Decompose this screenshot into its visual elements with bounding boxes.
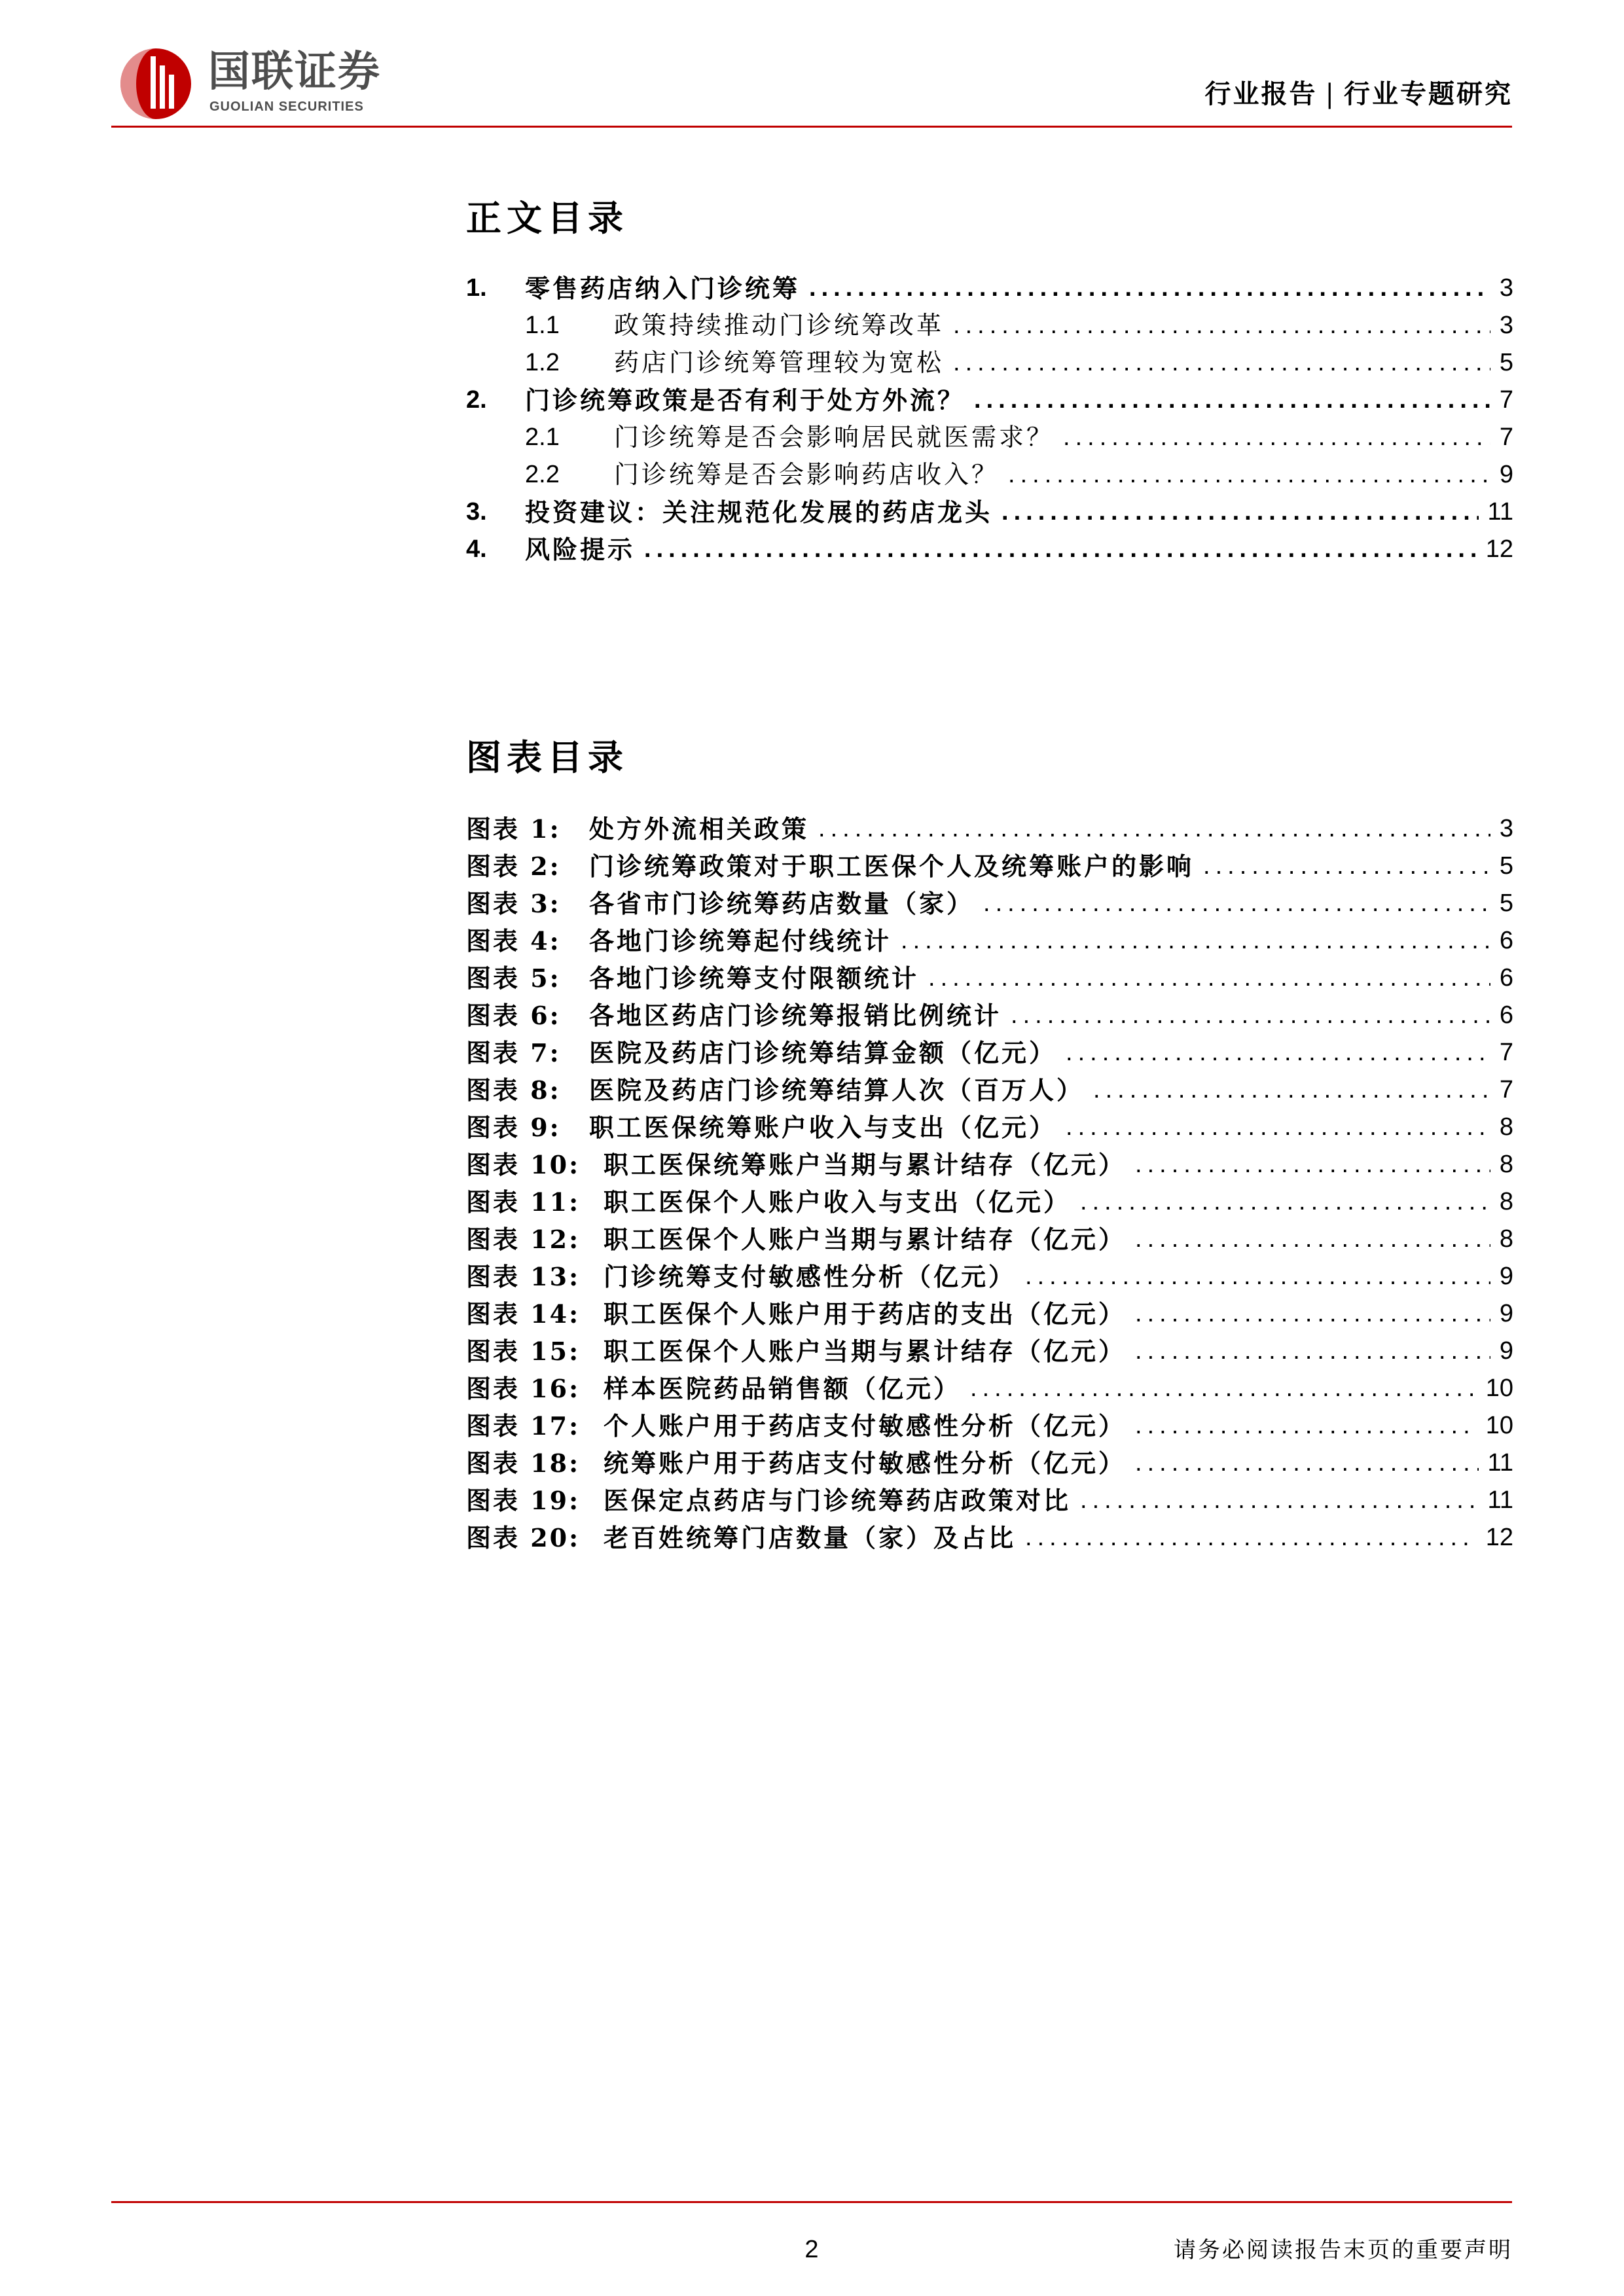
toc-subentry[interactable] [466, 307, 1513, 344]
dot-leader [1135, 1295, 1490, 1333]
toc-entry-page: 7 [1499, 386, 1513, 414]
toc-entry-page: 3 [1499, 312, 1513, 339]
dot-leader [1135, 1221, 1490, 1258]
figure-entry-page: 8 [1499, 1113, 1513, 1141]
toc-entry-number: 2. [466, 386, 487, 414]
figure-entry-number: 图表 8: [466, 1075, 561, 1105]
figure-entry[interactable] [466, 1258, 1513, 1295]
dot-leader [901, 922, 1490, 960]
figure-entry-page: 5 [1499, 889, 1513, 917]
figure-entry-page: 9 [1499, 1337, 1513, 1365]
toc-entry-title: 门诊统筹是否会影响药店收入？ [614, 460, 1000, 489]
figure-entry-number: 图表 1: [466, 814, 561, 844]
company-logo [117, 43, 431, 122]
figure-entry[interactable] [466, 1034, 1513, 1071]
page-number: 2 [804, 2236, 819, 2263]
toc-subentry[interactable] [466, 419, 1513, 456]
figure-entry[interactable] [466, 1221, 1513, 1258]
figure-entry[interactable] [466, 1146, 1513, 1183]
header-divider [111, 126, 1512, 128]
toc-entry-title: 风险提示 [525, 535, 636, 564]
toc-entry-page: 7 [1499, 423, 1513, 451]
figure-entry-title: 医院及药店门诊统筹结算人次（百万人） [589, 1075, 1085, 1105]
toc-entry-title: 药店门诊统筹管理较为宽松 [614, 348, 945, 377]
logo-name-en: GUOLIAN SECURITIES [209, 99, 364, 114]
figure-entry-title: 职工医保统筹账户当期与累计结存（亿元） [604, 1150, 1127, 1179]
dot-leader [1080, 1482, 1479, 1519]
dot-leader [1135, 1146, 1490, 1183]
dot-leader [953, 344, 1490, 382]
figure-entry-page: 9 [1499, 1300, 1513, 1327]
toc-entry-title: 投资建议：关注规范化发展的药店龙头 [525, 497, 993, 527]
figure-entry[interactable] [466, 1519, 1513, 1556]
figure-entry-number: 图表 17: [466, 1411, 581, 1441]
dot-leader [818, 810, 1490, 848]
figure-entry-page: 3 [1499, 815, 1513, 842]
toc-entry-title: 零售药店纳入门诊统筹 [525, 274, 801, 303]
figure-entry-page: 5 [1499, 852, 1513, 880]
figure-entry-number: 图表 19: [466, 1486, 581, 1515]
figure-entry-title: 职工医保个人账户收入与支出（亿元） [604, 1187, 1072, 1217]
figure-entry-number: 图表 7: [466, 1038, 561, 1067]
figure-entry-number: 图表 15: [466, 1336, 581, 1366]
figure-entry-number: 图表 18: [466, 1448, 581, 1478]
footer-divider [111, 2201, 1512, 2203]
figure-entry-page: 6 [1499, 964, 1513, 992]
dot-leader [1203, 848, 1490, 885]
figure-entry-number: 图表 5: [466, 963, 561, 993]
figure-entry-page: 10 [1485, 1374, 1513, 1402]
toc-entry-number: 2.2 [525, 461, 560, 488]
report-subtype: 行业专题研究 [1344, 79, 1513, 109]
toc-entry-number: 1.2 [525, 349, 560, 376]
toc-entry[interactable] [466, 382, 1513, 419]
figure-entry-title: 各地区药店门诊统筹报销比例统计 [589, 1001, 1002, 1030]
figure-entry-page: 10 [1485, 1412, 1513, 1439]
dot-leader [1025, 1519, 1477, 1556]
figure-entry-title: 职工医保个人账户用于药店的支出（亿元） [604, 1299, 1127, 1329]
figure-entry-number: 图表 13: [466, 1262, 581, 1291]
dot-leader [1001, 493, 1479, 531]
toc-entry-title: 门诊统筹政策是否有利于处方外流？ [525, 386, 965, 415]
figure-entry[interactable] [466, 1295, 1513, 1333]
figure-entry[interactable] [466, 1109, 1513, 1146]
figure-entry-number: 图表 9: [466, 1113, 561, 1142]
figure-entry-title: 各地门诊统筹支付限额统计 [589, 963, 920, 993]
figure-entry-number: 图表 20: [466, 1523, 581, 1552]
toc-entry[interactable] [466, 270, 1513, 307]
figure-entry-title: 各省市门诊统筹药店数量（家） [589, 889, 975, 918]
toc-entry-page: 3 [1499, 274, 1513, 302]
dot-leader [1135, 1333, 1490, 1370]
figure-entry[interactable] [466, 1444, 1513, 1482]
figure-entry-title: 门诊统筹支付敏感性分析（亿元） [604, 1262, 1017, 1291]
figure-entry-title: 样本医院药品销售额（亿元） [604, 1374, 962, 1403]
figure-entry-title: 职工医保统筹账户收入与支出（亿元） [589, 1113, 1057, 1142]
dot-leader [928, 960, 1490, 997]
dot-leader [1011, 997, 1490, 1034]
toc-list [466, 270, 1513, 568]
figure-entry[interactable] [466, 997, 1513, 1034]
figure-entry-page: 6 [1499, 1001, 1513, 1029]
toc-entry-page: 5 [1499, 349, 1513, 376]
figure-entry-title: 各地门诊统筹起付线统计 [589, 926, 892, 956]
figure-entry-title: 职工医保个人账户当期与累计结存（亿元） [604, 1225, 1127, 1254]
figure-entry-number: 图表 11: [466, 1187, 581, 1217]
figure-entry-title: 处方外流相关政策 [589, 814, 810, 844]
figure-entry-number: 图表 16: [466, 1374, 581, 1403]
figure-entry-page: 9 [1499, 1263, 1513, 1290]
toc-entry[interactable] [466, 531, 1513, 568]
toc-entry-number: 4. [466, 535, 487, 563]
toc-entry-page: 9 [1499, 461, 1513, 488]
figure-entry-page: 7 [1499, 1039, 1513, 1066]
figure-entry-number: 图表 12: [466, 1225, 581, 1254]
toc-entry-number: 2.1 [525, 423, 560, 451]
figure-entry[interactable] [466, 1407, 1513, 1444]
figure-entry-page: 11 [1487, 1449, 1513, 1477]
toc-subentry[interactable] [466, 456, 1513, 493]
toc-subentry[interactable] [466, 344, 1513, 382]
figure-entry-page: 8 [1499, 1151, 1513, 1178]
toc-entry-number: 3. [466, 498, 487, 526]
figure-entry-number: 图表 10: [466, 1150, 581, 1179]
dot-leader [983, 885, 1490, 922]
figure-entry[interactable] [466, 922, 1513, 960]
figure-entry-number: 图表 14: [466, 1299, 581, 1329]
toc-heading: 正文目录 [466, 197, 628, 239]
figure-entry[interactable] [466, 1370, 1513, 1407]
dot-leader [644, 531, 1477, 568]
dot-leader [809, 270, 1490, 307]
dot-leader [1008, 456, 1490, 493]
figure-entry[interactable] [466, 848, 1513, 885]
figure-entry-title: 职工医保个人账户当期与累计结存（亿元） [604, 1336, 1127, 1366]
figure-entry[interactable] [466, 960, 1513, 997]
figure-list [466, 810, 1513, 1556]
dot-leader [1135, 1407, 1477, 1444]
dot-leader [1025, 1258, 1490, 1295]
figure-entry-page: 7 [1499, 1076, 1513, 1103]
dot-leader [974, 382, 1490, 419]
figure-entry-number: 图表 4: [466, 926, 561, 956]
dot-leader [1063, 419, 1490, 456]
category-separator: | [1325, 79, 1336, 109]
toc-entry-title: 门诊统筹是否会影响居民就医需求？ [614, 423, 1055, 452]
dot-leader [970, 1370, 1477, 1407]
toc-entry-number: 1. [466, 274, 487, 302]
figure-entry[interactable] [466, 885, 1513, 922]
figure-entry-number: 图表 2: [466, 852, 561, 881]
figure-entry-page: 6 [1499, 927, 1513, 954]
disclaimer-note: 请务必阅读报告末页的重要声明 [1174, 2237, 1513, 2263]
toc-entry-title: 政策持续推动门诊统筹改革 [614, 311, 945, 340]
toc-entry-page: 12 [1485, 535, 1513, 563]
dot-leader [1066, 1034, 1490, 1071]
figure-entry-title: 老百姓统筹门店数量（家）及占比 [604, 1523, 1017, 1552]
dot-leader [1080, 1183, 1490, 1221]
figure-entry[interactable] [466, 1333, 1513, 1370]
dot-leader [1066, 1109, 1490, 1146]
figure-list-heading: 图表目录 [466, 736, 628, 778]
figure-entry-page: 12 [1485, 1524, 1513, 1551]
figure-entry-title: 门诊统筹政策对于职工医保个人及统筹账户的影响 [589, 852, 1195, 881]
dot-leader [1135, 1444, 1479, 1482]
figure-entry-title: 个人账户用于药店支付敏感性分析（亿元） [604, 1411, 1127, 1441]
figure-entry[interactable] [466, 1183, 1513, 1221]
figure-entry-page: 8 [1499, 1188, 1513, 1215]
toc-entry-number: 1.1 [525, 312, 560, 339]
figure-entry-number: 图表 6: [466, 1001, 561, 1030]
figure-entry[interactable] [466, 810, 1513, 848]
report-category [1205, 76, 1513, 113]
figure-entry-title: 统筹账户用于药店支付敏感性分析（亿元） [604, 1448, 1127, 1478]
figure-entry[interactable] [466, 1482, 1513, 1519]
toc-entry[interactable] [466, 493, 1513, 531]
figure-entry-title: 医院及药店门诊统筹结算金额（亿元） [589, 1038, 1057, 1067]
figure-entry-page: 11 [1487, 1486, 1513, 1514]
dot-leader [1093, 1071, 1490, 1109]
logo-name-cn: 国联证券 [208, 48, 381, 96]
dot-leader [953, 307, 1490, 344]
report-type: 行业报告 [1204, 79, 1318, 109]
logo-mark-icon [117, 43, 195, 122]
figure-entry-number: 图表 3: [466, 889, 561, 918]
figure-entry[interactable] [466, 1071, 1513, 1109]
toc-entry-page: 11 [1487, 498, 1513, 526]
figure-entry-page: 8 [1499, 1225, 1513, 1253]
figure-entry-title: 医保定点药店与门诊统筹药店政策对比 [604, 1486, 1072, 1515]
